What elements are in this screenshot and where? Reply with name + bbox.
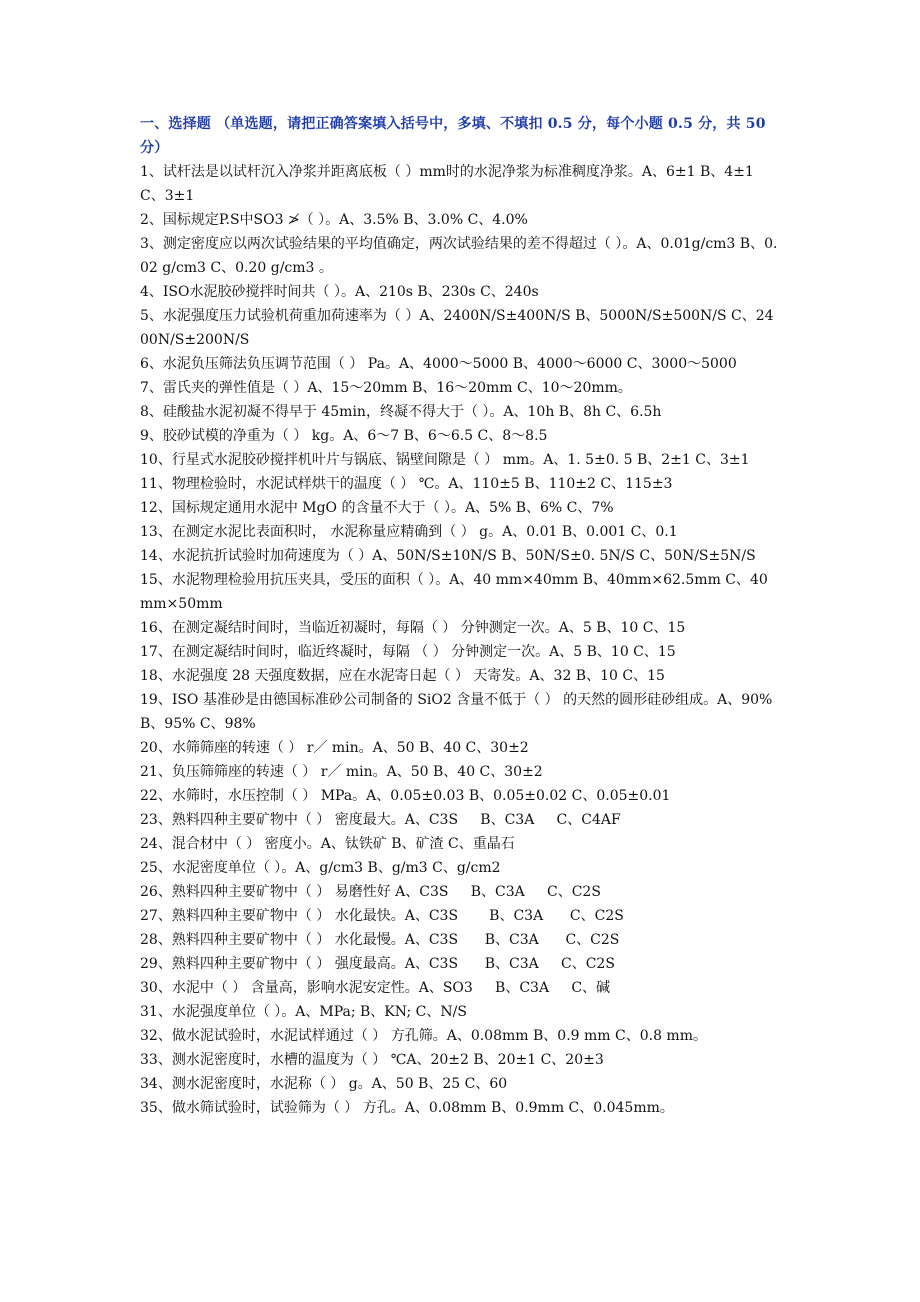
question-item: 29、熟料四种主要矿物中（ ） 强度最高。A、C3S B、C3A C、C2S	[140, 956, 615, 972]
question-item: 15、水泥物理检验用抗压夹具，受压的面积（ ）。A、40 mm×40mm B、40mm×62.5mm C、40mm×50mm	[140, 572, 768, 612]
question-item: 31、水泥强度单位（ ）。A、MPa; B、KN; C、N/S	[140, 1004, 467, 1020]
question-item: 10、行星式水泥胶砂搅拌机叶片与锅底、锅壁间隙是（ ） mm。A、1. 5±0. 5 B、2±1 C、3±1	[140, 452, 750, 468]
question-item: 25、水泥密度单位（ ）。A、g/cm3 B、g/m3 C、g/cm2	[140, 860, 501, 876]
question-item: 3、测定密度应以两次试验结果的平均值确定，两次试验结果的差不得超过（ ）。A、0.01g/cm3 B、0.02 g/cm3 C、0.20 g/cm3 。	[140, 236, 778, 276]
question-item: 26、熟料四种主要矿物中（ ） 易磨性好 A、C3S B、C3A C、C2S	[140, 884, 601, 900]
question-item: 7、雷氏夹的弹性值是（ ）A、15～20mm B、16～20mm C、10～20mm。	[140, 380, 632, 396]
question-item: 28、熟料四种主要矿物中（ ） 水化最慢。A、C3S B、C3A C、C2S	[140, 932, 620, 948]
question-item: 30、水泥中（ ） 含量高，影响水泥安定性。A、SO3 B、C3A C、碱	[140, 980, 611, 996]
question-item: 6、水泥负压筛法负压调节范围（ ） Pa。A、4000～5000 B、4000～6000 C、3000～5000	[140, 356, 737, 372]
question-item: 20、水筛筛座的转速（ ） r／ min。A、50 B、40 C、30±2	[140, 740, 529, 756]
section-heading: 一、选择题 （单选题，请把正确答案填入括号中，多填、不填扣 0.5 分，每个小题 0.5 分，共 50 分）	[140, 116, 766, 156]
question-item: 17、在测定凝结时间时，临近终凝时，每隔 （ ） 分钟测定一次。A、5 B、10 C、15	[140, 644, 676, 660]
exam-content	[140, 112, 780, 1120]
question-item: 32、做水泥试验时，水泥试样通过（ ） 方孔筛。A、0.08mm B、0.9 mm C、0.8 mm。	[140, 1028, 707, 1044]
question-item: 21、负压筛筛座的转速（ ） r／ min。A、50 B、40 C、30±2	[140, 764, 543, 780]
question-item: 23、熟料四种主要矿物中（ ） 密度最大。A、C3S B、C3A C、C4AF	[140, 812, 621, 828]
question-item: 11、物理检验时，水泥试样烘干的温度（ ） ℃。A、110±5 B、110±2 C、115±3	[140, 476, 673, 492]
question-item: 27、熟料四种主要矿物中（ ） 水化最快。A、C3S B、C3A C、C2S	[140, 908, 624, 924]
question-item: 14、水泥抗折试验时加荷速度为（ ）A、50N/S±10N/S B、50N/S±0. 5N/S C、50N/S±5N/S	[140, 548, 756, 564]
question-item: 35、做水筛试验时，试验筛为（ ） 方孔。A、0.08mm B、0.9mm C、0.045mm。	[140, 1100, 674, 1116]
question-item: 2、国标规定P.S中SO3 ≯（ ）。A、3.5% B、3.0% C、4.0%	[140, 212, 528, 228]
question-item: 19、ISO 基准砂是由德国标准砂公司制备的 SiO2 含量不低于（ ） 的天然的圆形硅砂组成。A、90% B、95% C、98%	[140, 692, 777, 732]
question-item: 33、测水泥密度时，水槽的温度为（ ） ℃A、20±2 B、20±1 C、20±3	[140, 1052, 604, 1068]
question-item: 18、水泥强度 28 天强度数据，应在水泥寄日起（ ） 天寄发。A、32 B、10 C、15	[140, 668, 665, 684]
question-item: 13、在测定水泥比表面积时， 水泥称量应精确到（ ） g。A、0.01 B、0.001 C、0.1	[140, 524, 678, 540]
question-item: 22、水筛时，水压控制（ ） MPa。A、0.05±0.03 B、0.05±0.02 C、0.05±0.01	[140, 788, 671, 804]
question-item: 34、测水泥密度时，水泥称（ ） g。A、50 B、25 C、60	[140, 1076, 508, 1092]
question-item: 9、胶砂试模的净重为（ ） kg。A、6～7 B、6～6.5 C、8～8.5	[140, 428, 548, 444]
question-item: 12、国标规定通用水泥中 MgO 的含量不大于（ ）。A、5% B、6% C、7%	[140, 500, 614, 516]
question-item: 16、在测定凝结时间时，当临近初凝时，每隔（ ） 分钟测定一次。A、5 B、10 C、15	[140, 620, 686, 636]
question-list	[140, 160, 780, 1120]
question-item: 24、混合材中（ ） 密度小。A、钛铁矿 B、矿渣 C、重晶石	[140, 836, 515, 852]
question-item: 5、水泥强度压力试验机荷重加荷速率为（ ）A、2400N/S±400N/S B、5000N/S±500N/S C、2400N/S±200N/S	[140, 308, 774, 348]
question-item: 4、ISO水泥胶砂搅拌时间共（ ）。A、210s B、230s C、240s	[140, 284, 539, 300]
question-item: 8、硅酸盐水泥初凝不得早于 45min，终凝不得大于（ ）。A、10h B、8h C、6.5h	[140, 404, 662, 420]
question-item: 1、试杆法是以试杆沉入净浆并距离底板（ ）mm时的水泥净浆为标准稠度净浆。A、6±1 B、4±1 C、3±1	[140, 164, 759, 204]
